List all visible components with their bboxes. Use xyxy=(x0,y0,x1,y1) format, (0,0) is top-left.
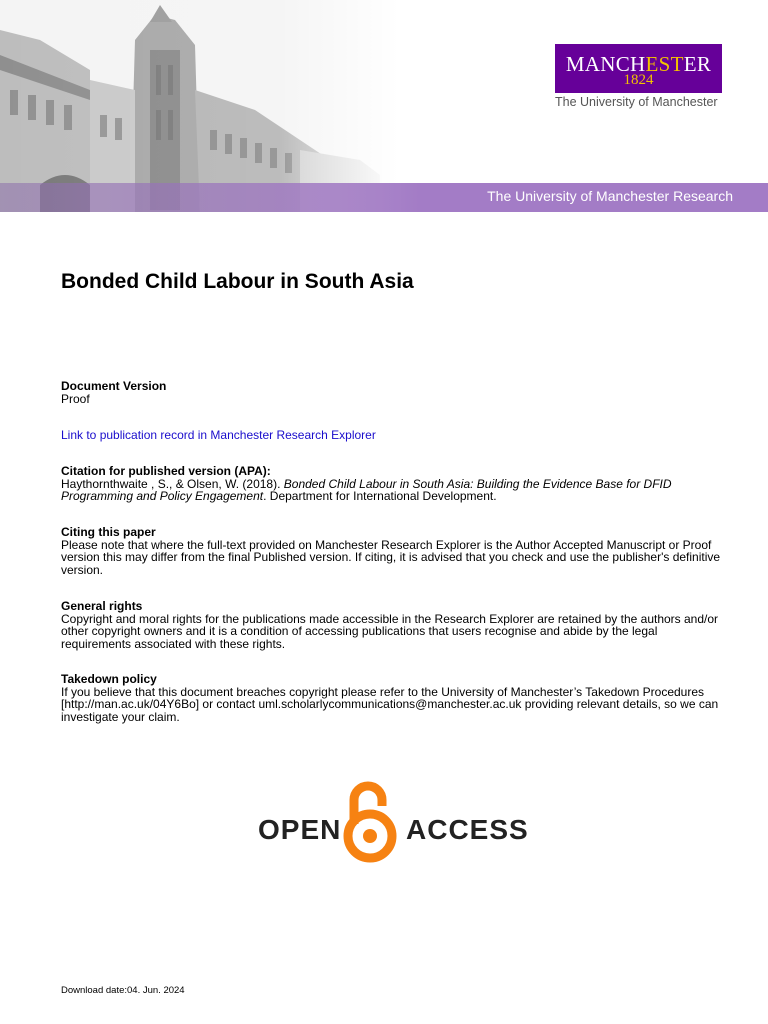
download-date: Download date:04. Jun. 2024 xyxy=(61,985,185,996)
document-version-label: Document Version xyxy=(61,379,167,393)
document-title: Bonded Child Labour in South Asia xyxy=(61,270,414,293)
takedown-section xyxy=(61,673,721,723)
university-building-image xyxy=(0,0,400,212)
university-logo xyxy=(555,44,722,93)
open-access-open-text: OPEN xyxy=(258,814,342,845)
banner-text: The University of Manchester Research xyxy=(487,188,733,204)
citation-text: Haythornthwaite , S., & Olsen, W. (2018). Bonded Child Labour in South Asia: Building the Evidence Base for DFID Programming and Policy Engagement. Department for International Development. xyxy=(61,476,672,503)
citing-text: Please note that where the full-text provided on Manchester Research Explorer is the Author Accepted Manuscript or Proof version this may differ from the final Published version. If citing, it is advised that you check and use the publisher's definitive version. xyxy=(61,537,721,577)
logo-year: 1824 xyxy=(623,72,654,88)
document-version-value: Proof xyxy=(61,391,90,406)
logo-subtitle: The University of Manchester xyxy=(555,95,718,109)
logo-wordmark: MANCHESTER xyxy=(565,52,712,76)
publication-record-section xyxy=(61,429,721,442)
research-banner xyxy=(0,183,768,212)
takedown-label: Takedown policy xyxy=(61,672,157,686)
open-access-logo xyxy=(258,776,529,866)
general-rights-label: General rights xyxy=(61,599,143,613)
open-access-access-text: ACCESS xyxy=(406,814,529,845)
publication-record-link[interactable]: Link to publication record in Manchester Research Explorer xyxy=(61,428,376,442)
header xyxy=(0,0,768,212)
citation-label: Citation for published version (APA): xyxy=(61,464,271,478)
general-rights-section xyxy=(61,600,721,650)
takedown-text: If you believe that this document breaches copyright please refer to the University of Manchester’s Takedown Procedures [http://man.ac.uk/04Y6Bo] or contact uml.scholarlycommunications@manchester.ac.uk providing relevant details, so we can investigate your claim. xyxy=(61,684,719,724)
citation-section xyxy=(61,465,721,503)
open-lock-icon xyxy=(340,776,404,866)
document-version-section xyxy=(61,380,721,405)
general-rights-text: Copyright and moral rights for the publications made accessible in the Research Explorer are retained by the authors and/or other copyright owners and it is a condition of accessing publications that users recognise and abide by the legal requirements associated with these rights. xyxy=(61,611,719,651)
citing-section xyxy=(61,526,721,576)
citing-label: Citing this paper xyxy=(61,525,156,539)
